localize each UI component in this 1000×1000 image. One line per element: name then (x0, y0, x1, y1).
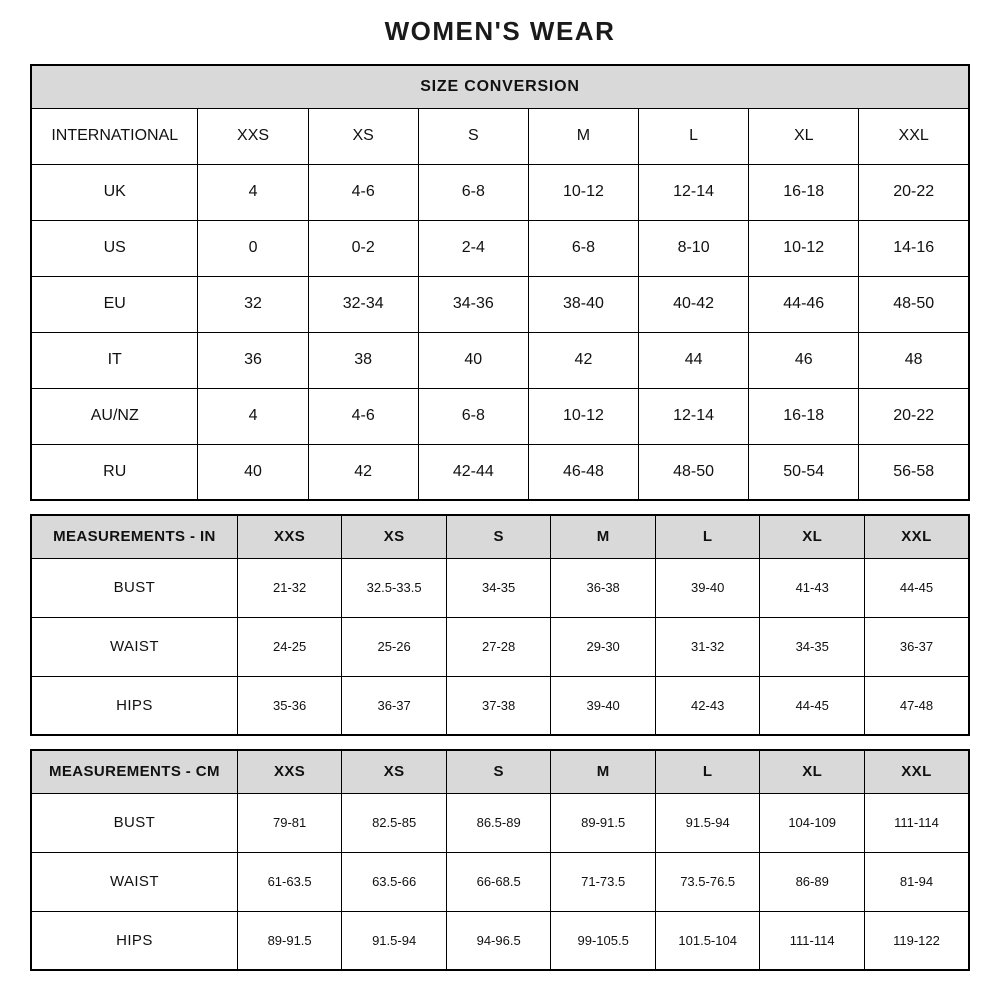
table-cell: 111-114 (760, 911, 865, 970)
table-cell: 40 (418, 332, 528, 388)
table-cell: 50-54 (749, 444, 859, 500)
table-cell: 21-32 (237, 558, 342, 617)
table-cell: 82.5-85 (342, 793, 447, 852)
table-cell: 8-10 (639, 220, 749, 276)
table-cell: 20-22 (859, 164, 969, 220)
table-cell: 38 (308, 332, 418, 388)
column-header-m: M (551, 515, 656, 558)
table-cell: 4-6 (308, 164, 418, 220)
table-row-bust (31, 558, 969, 617)
table-cell: 91.5-94 (342, 911, 447, 970)
table-cell: 0-2 (308, 220, 418, 276)
table-row-hips (31, 676, 969, 735)
table-cell: 32-34 (308, 276, 418, 332)
table-cell: 37-38 (446, 676, 551, 735)
column-header-xs: XS (308, 108, 418, 164)
table-cell: 6-8 (528, 220, 638, 276)
table-row-bust (31, 793, 969, 852)
column-header-s: S (446, 515, 551, 558)
table-cell: 86-89 (760, 852, 865, 911)
table-cell: 35-36 (237, 676, 342, 735)
table-cell: 44-46 (749, 276, 859, 332)
table-cell: 34-36 (418, 276, 528, 332)
table-title: SIZE CONVERSION (31, 65, 969, 108)
table-cell: 104-109 (760, 793, 865, 852)
table-cell: 71-73.5 (551, 852, 656, 911)
column-header-xl: XL (749, 108, 859, 164)
table-row-waist (31, 852, 969, 911)
table-cell: 20-22 (859, 388, 969, 444)
table-cell: 39-40 (655, 558, 760, 617)
table-cell: 34-35 (760, 617, 865, 676)
measurements-cm-table (30, 749, 970, 971)
column-header-l: L (655, 750, 760, 793)
table-cell: 36 (198, 332, 308, 388)
column-header-xxs: XXS (237, 515, 342, 558)
column-header-xxs: XXS (237, 750, 342, 793)
table-cell: 16-18 (749, 388, 859, 444)
row-label: EU (31, 276, 198, 332)
table-header-row (31, 750, 969, 793)
table-row-eu (31, 276, 969, 332)
row-label: IT (31, 332, 198, 388)
table-cell: 39-40 (551, 676, 656, 735)
table-cell: 48-50 (859, 276, 969, 332)
table-cell: 10-12 (528, 164, 638, 220)
table-cell: 48-50 (639, 444, 749, 500)
table-cell: 12-14 (639, 388, 749, 444)
column-header-m: M (551, 750, 656, 793)
row-label: HIPS (31, 676, 237, 735)
column-header-s: S (418, 108, 528, 164)
column-header-l: L (639, 108, 749, 164)
table-cell: 6-8 (418, 164, 528, 220)
table-cell: 42-44 (418, 444, 528, 500)
row-label: AU/NZ (31, 388, 198, 444)
table-cell: 63.5-66 (342, 852, 447, 911)
column-header-xxs: XXS (198, 108, 308, 164)
table-cell: 29-30 (551, 617, 656, 676)
column-header-xs: XS (342, 515, 447, 558)
table-cell: 42 (528, 332, 638, 388)
row-label: BUST (31, 793, 237, 852)
table-row-hips (31, 911, 969, 970)
column-header-xs: XS (342, 750, 447, 793)
table-cell: 101.5-104 (655, 911, 760, 970)
table-cell: 48 (859, 332, 969, 388)
table-cell: 16-18 (749, 164, 859, 220)
table-cell: 44-45 (864, 558, 969, 617)
table-cell: 0 (198, 220, 308, 276)
table-row-au-nz (31, 388, 969, 444)
column-header-xxl: XXL (864, 750, 969, 793)
table-cell: 46 (749, 332, 859, 388)
table-cell: 40 (198, 444, 308, 500)
table-cell: 81-94 (864, 852, 969, 911)
row-label: US (31, 220, 198, 276)
table-cell: 73.5-76.5 (655, 852, 760, 911)
table-cell: 32 (198, 276, 308, 332)
row-label: RU (31, 444, 198, 500)
table-cell: 86.5-89 (446, 793, 551, 852)
size-conversion-table (30, 64, 970, 501)
table-cell: 12-14 (639, 164, 749, 220)
table-row-it (31, 332, 969, 388)
table-cell: 36-37 (342, 676, 447, 735)
table-cell: 46-48 (528, 444, 638, 500)
table-row-uk (31, 164, 969, 220)
table-cell: 61-63.5 (237, 852, 342, 911)
table-header-row (31, 515, 969, 558)
table-cell: 25-26 (342, 617, 447, 676)
table-cell: 99-105.5 (551, 911, 656, 970)
table-label-header: MEASUREMENTS - CM (31, 750, 237, 793)
table-row-us (31, 220, 969, 276)
table-cell: 4 (198, 388, 308, 444)
row-label: WAIST (31, 852, 237, 911)
row-label: WAIST (31, 617, 237, 676)
table-cell: 4 (198, 164, 308, 220)
table-label-header: MEASUREMENTS - IN (31, 515, 237, 558)
table-cell: 111-114 (864, 793, 969, 852)
table-cell: 44-45 (760, 676, 865, 735)
table-cell: 14-16 (859, 220, 969, 276)
row-label: HIPS (31, 911, 237, 970)
table-cell: 42-43 (655, 676, 760, 735)
table-cell: 94-96.5 (446, 911, 551, 970)
table-header-row (31, 108, 969, 164)
table-cell: 36-38 (551, 558, 656, 617)
table-cell: 2-4 (418, 220, 528, 276)
table-cell: 36-37 (864, 617, 969, 676)
table-cell: 27-28 (446, 617, 551, 676)
table-cell: 66-68.5 (446, 852, 551, 911)
table-cell: 89-91.5 (237, 911, 342, 970)
table-cell: 24-25 (237, 617, 342, 676)
column-header-s: S (446, 750, 551, 793)
table-cell: 47-48 (864, 676, 969, 735)
table-row-waist (31, 617, 969, 676)
table-cell: 44 (639, 332, 749, 388)
table-title-row (31, 65, 969, 108)
table-label-header: INTERNATIONAL (31, 108, 198, 164)
table-cell: 10-12 (528, 388, 638, 444)
table-cell: 10-12 (749, 220, 859, 276)
column-header-xl: XL (760, 515, 865, 558)
page-title: WOMEN'S WEAR (384, 16, 616, 46)
column-header-xxl: XXL (864, 515, 969, 558)
column-header-l: L (655, 515, 760, 558)
table-row-ru (31, 444, 969, 500)
table-cell: 32.5-33.5 (342, 558, 447, 617)
table-cell: 91.5-94 (655, 793, 760, 852)
table-cell: 38-40 (528, 276, 638, 332)
row-label: BUST (31, 558, 237, 617)
table-cell: 34-35 (446, 558, 551, 617)
column-header-xl: XL (760, 750, 865, 793)
measurements-in-table (30, 514, 970, 736)
table-cell: 42 (308, 444, 418, 500)
table-cell: 6-8 (418, 388, 528, 444)
table-cell: 4-6 (308, 388, 418, 444)
table-cell: 41-43 (760, 558, 865, 617)
table-cell: 56-58 (859, 444, 969, 500)
column-header-xxl: XXL (859, 108, 969, 164)
table-cell: 119-122 (864, 911, 969, 970)
table-cell: 79-81 (237, 793, 342, 852)
table-cell: 89-91.5 (551, 793, 656, 852)
table-cell: 31-32 (655, 617, 760, 676)
row-label: UK (31, 164, 198, 220)
column-header-m: M (528, 108, 638, 164)
table-cell: 40-42 (639, 276, 749, 332)
